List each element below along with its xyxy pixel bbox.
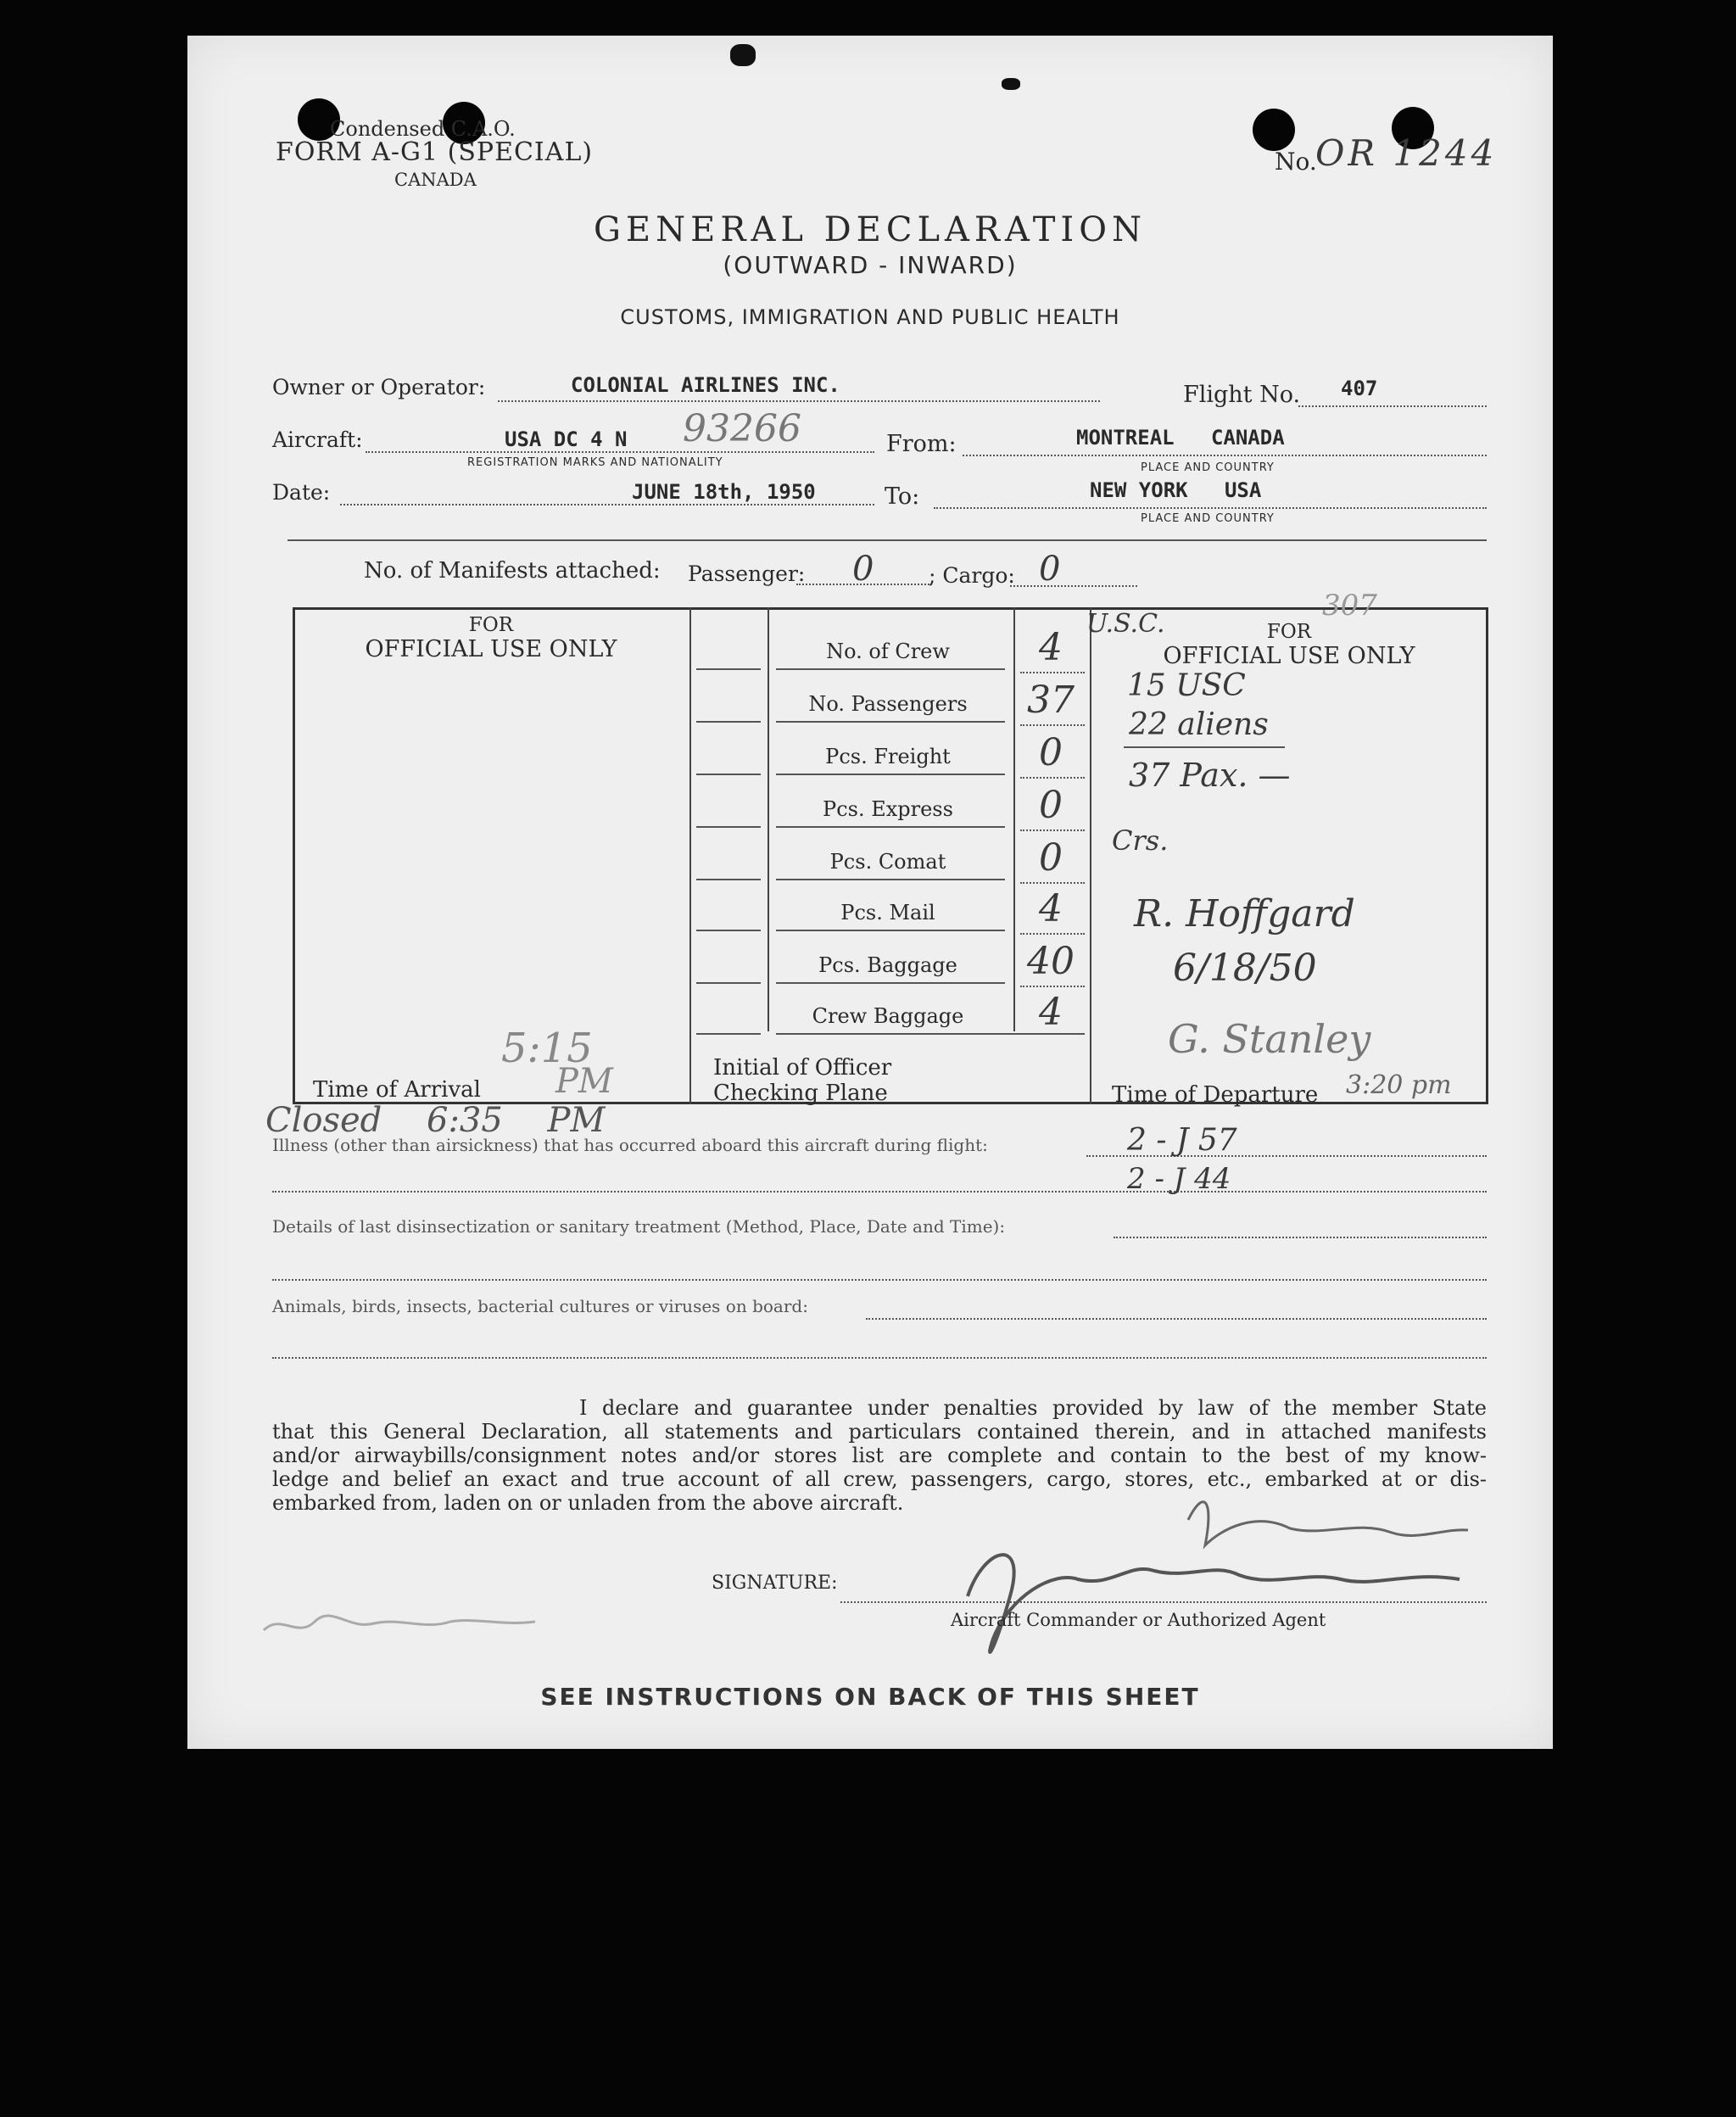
passenger-manifest-label: Passenger: bbox=[688, 561, 806, 586]
animals-line bbox=[866, 1318, 1487, 1320]
disinsectization-label: Details of last disinsectization or sanitary treatment (Method, Place, Date and Time): bbox=[272, 1216, 1006, 1237]
row-value-line bbox=[1020, 882, 1085, 884]
condensed-label: Condensed C.A.O. bbox=[330, 117, 516, 141]
illness-value-2: 2 - J 44 bbox=[1127, 1162, 1231, 1196]
signature-label: SIGNATURE: bbox=[712, 1572, 838, 1594]
row-label: Pcs. Comat bbox=[829, 850, 946, 874]
flight-value: 407 bbox=[1341, 377, 1378, 400]
closed-note: Closed 6:35 PM bbox=[265, 1101, 606, 1140]
declaration-line: and/or airwaybills/consignment notes and/or stores list are complete and contain to the best of my know- bbox=[272, 1444, 1487, 1467]
row-blank bbox=[696, 982, 761, 984]
official-note: U.S.C. bbox=[1086, 609, 1165, 639]
disinsectization-line bbox=[1114, 1237, 1487, 1238]
row-label: Pcs. Freight bbox=[825, 745, 951, 768]
row-value: 4 bbox=[1039, 887, 1063, 930]
time-of-departure-label: Time of Departure bbox=[1112, 1082, 1319, 1108]
row-line bbox=[776, 668, 1005, 670]
row-blank bbox=[696, 930, 761, 931]
official-note: R. Hoffgard bbox=[1134, 892, 1355, 936]
box-divider bbox=[768, 607, 769, 1031]
aircraft-registration-handwritten: 93266 bbox=[683, 407, 801, 450]
row-value-line bbox=[1020, 933, 1085, 935]
box-divider bbox=[1090, 607, 1091, 1104]
official-note: 22 aliens bbox=[1129, 707, 1269, 742]
disinsectization-line-2 bbox=[272, 1279, 1487, 1281]
declaration-line: that this General Declaration, all statements and particulars contained therein, and in attached manifests bbox=[272, 1420, 1487, 1444]
left-official-title-1: FOR bbox=[468, 614, 514, 636]
header-divider bbox=[287, 539, 1487, 541]
aircraft-value: USA DC 4 N bbox=[505, 427, 628, 451]
faint-scribble bbox=[255, 1596, 544, 1647]
from-caption: PLACE AND COUNTRY bbox=[1141, 461, 1275, 474]
flight-label: Flight No. bbox=[1183, 382, 1301, 408]
illness-label: Illness (other than airsickness) that has occurred aboard this aircraft during flight: bbox=[272, 1135, 988, 1155]
row-blank bbox=[696, 668, 761, 670]
departure-time-handwritten: 3:20 pm bbox=[1346, 1070, 1452, 1100]
animals-line-2 bbox=[272, 1357, 1487, 1359]
official-note: Crs. bbox=[1112, 824, 1169, 857]
arrival-time-ampm: PM bbox=[555, 1062, 613, 1101]
illness-line-2 bbox=[272, 1191, 1487, 1193]
row-value: 0 bbox=[1039, 784, 1063, 827]
declaration-sheet bbox=[187, 36, 1553, 1749]
document-subtitle: (OUTWARD - INWARD) bbox=[723, 251, 1018, 279]
row-value-line bbox=[1020, 672, 1085, 673]
arrival-time-handwritten: 5:15 bbox=[501, 1025, 593, 1072]
cargo-manifest-line bbox=[1010, 585, 1137, 587]
row-line bbox=[776, 721, 1005, 723]
left-official-title-2: OFFICIAL USE ONLY bbox=[365, 636, 617, 662]
to-value: NEW YORK USA bbox=[1090, 478, 1262, 502]
right-official-title-2: OFFICIAL USE ONLY bbox=[1163, 643, 1415, 669]
row-label: No. Passengers bbox=[808, 692, 968, 716]
row-line bbox=[776, 930, 1005, 931]
row-blank bbox=[696, 721, 761, 723]
row-value-line bbox=[1020, 829, 1085, 831]
to-caption: PLACE AND COUNTRY bbox=[1141, 512, 1275, 525]
official-note-underline bbox=[1124, 746, 1285, 748]
from-label: From: bbox=[886, 431, 957, 457]
ink-blot bbox=[730, 44, 756, 66]
declaration-line: embarked from, laden on or unladen from the above aircraft. bbox=[272, 1491, 904, 1515]
animals-label: Animals, birds, insects, bacterial cultures or viruses on board: bbox=[272, 1296, 808, 1316]
row-label: Crew Baggage bbox=[812, 1004, 964, 1028]
to-line bbox=[934, 507, 1487, 509]
time-of-arrival-label: Time of Arrival bbox=[313, 1077, 481, 1103]
signature-caption: Aircraft Commander or Authorized Agent bbox=[951, 1610, 1326, 1630]
row-value: 0 bbox=[1039, 836, 1063, 880]
instructions-footer: SEE INSTRUCTIONS ON BACK OF THIS SHEET bbox=[540, 1683, 1200, 1711]
punch-hole bbox=[1253, 109, 1295, 151]
country-label: CANADA bbox=[394, 170, 477, 190]
row-value-line bbox=[1020, 777, 1085, 779]
form-number: FORM A-G1 (SPECIAL) bbox=[276, 137, 594, 167]
row-value: 0 bbox=[1039, 731, 1063, 774]
passenger-manifest-value: 0 bbox=[852, 550, 874, 589]
row-label: Pcs. Baggage bbox=[818, 953, 957, 977]
right-official-title-1: FOR bbox=[1266, 621, 1312, 643]
row-value: 37 bbox=[1027, 679, 1075, 722]
row-blank bbox=[696, 1033, 761, 1035]
owner-label: Owner or Operator: bbox=[272, 375, 486, 399]
from-value: MONTREAL CANADA bbox=[1076, 426, 1285, 450]
manifests-label: No. of Manifests attached: bbox=[364, 558, 661, 584]
ink-blot bbox=[1002, 78, 1020, 90]
box-divider bbox=[1013, 607, 1015, 1031]
row-value-line bbox=[1020, 724, 1085, 726]
row-line bbox=[776, 774, 1005, 775]
row-blank bbox=[696, 879, 761, 880]
date-label: Date: bbox=[272, 480, 331, 505]
aircraft-caption: REGISTRATION MARKS AND NATIONALITY bbox=[467, 456, 723, 469]
document-title: GENERAL DECLARATION bbox=[593, 210, 1147, 249]
row-value-line bbox=[1020, 986, 1085, 987]
row-line bbox=[776, 982, 1005, 984]
serial-number-label: No. bbox=[1275, 148, 1317, 176]
flight-line bbox=[1298, 405, 1487, 407]
official-note: 6/18/50 bbox=[1173, 947, 1317, 990]
row-line bbox=[776, 879, 1005, 880]
declaration-line: I declare and guarantee under penalties provided by law of the member State bbox=[579, 1396, 1487, 1420]
official-note: 37 Pax. — bbox=[1129, 757, 1291, 794]
row-line bbox=[776, 826, 1005, 828]
date-value: JUNE 18th, 1950 bbox=[632, 480, 816, 504]
official-note: 15 USC bbox=[1127, 668, 1246, 703]
serial-number-value: OR 1244 bbox=[1315, 132, 1498, 174]
box-divider bbox=[689, 607, 691, 1104]
official-note: G. Stanley bbox=[1168, 1016, 1371, 1062]
agencies-heading: CUSTOMS, IMMIGRATION AND PUBLIC HEALTH bbox=[620, 305, 1120, 329]
row-label: No. of Crew bbox=[826, 640, 950, 663]
from-line bbox=[963, 455, 1487, 456]
row-value: 4 bbox=[1039, 991, 1063, 1034]
row-blank bbox=[696, 826, 761, 828]
aircraft-label: Aircraft: bbox=[272, 427, 363, 452]
date-line bbox=[340, 504, 874, 506]
initial-officer-label-1: Initial of Officer bbox=[713, 1055, 892, 1081]
cargo-manifest-value: 0 bbox=[1039, 550, 1061, 589]
row-blank bbox=[696, 774, 761, 775]
right-official-number: 307 bbox=[1322, 589, 1377, 623]
declaration-line: ledge and belief an exact and true account of all crew, passengers, cargo, stores, etc., embarked at or dis- bbox=[272, 1467, 1487, 1491]
row-label: Pcs. Mail bbox=[840, 901, 935, 924]
signature-scrawl bbox=[934, 1469, 1476, 1664]
owner-line bbox=[498, 400, 1100, 402]
cargo-manifest-label: ; Cargo: bbox=[929, 563, 1015, 588]
row-value: 4 bbox=[1039, 626, 1063, 669]
row-value: 40 bbox=[1027, 940, 1075, 983]
owner-value: COLONIAL AIRLINES INC. bbox=[571, 373, 840, 397]
aircraft-line bbox=[366, 451, 874, 453]
to-label: To: bbox=[885, 483, 920, 510]
illness-value-1: 2 - J 57 bbox=[1127, 1123, 1237, 1158]
row-label: Pcs. Express bbox=[823, 797, 953, 821]
initial-officer-label-2: Checking Plane bbox=[713, 1081, 888, 1106]
